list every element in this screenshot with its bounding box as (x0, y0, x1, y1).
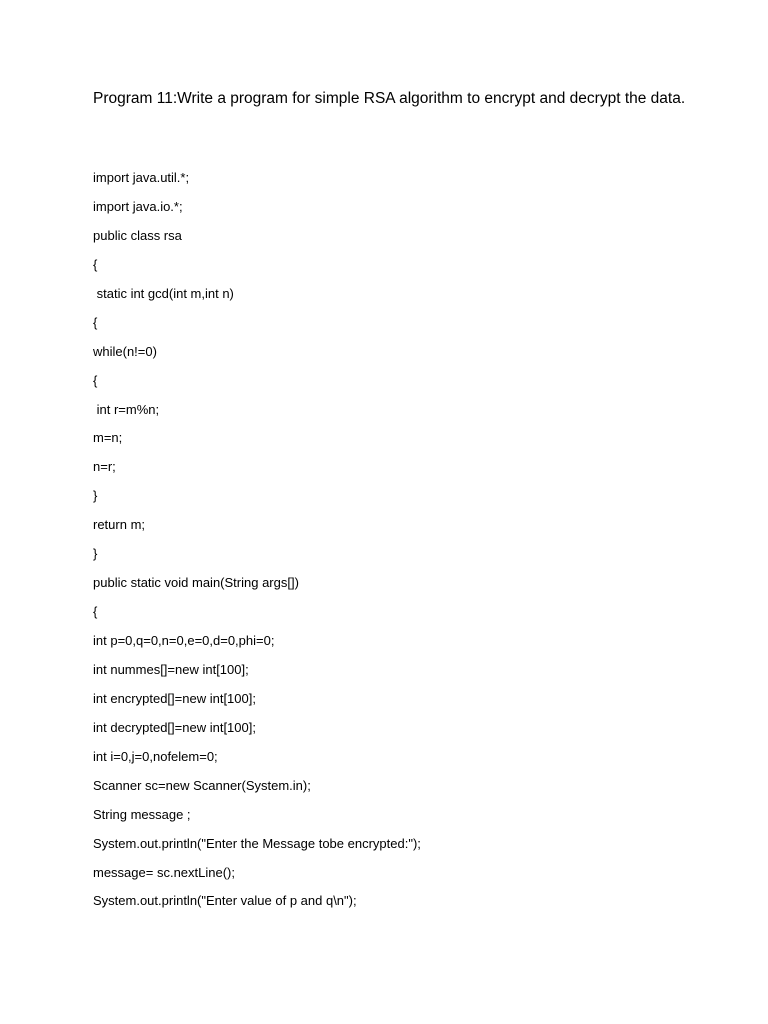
code-line: while(n!=0) (93, 343, 157, 359)
code-line: System.out.println("Enter value of p and q\n"); (93, 893, 357, 909)
code-line: int r=m%n; (93, 401, 160, 417)
code-line: public class rsa (93, 227, 182, 243)
code-line: { (93, 604, 98, 620)
code-line: { (93, 372, 98, 388)
code-line: import java.util.*; (93, 170, 190, 185)
code-line: int nummes[]=new int[100]; (93, 661, 249, 677)
code-line: String message ; (93, 806, 191, 822)
code-line: System.out.println("Enter the Message tobe encrypted:"); (93, 835, 421, 851)
code-line: } (93, 546, 98, 562)
code-line: int p=0,q=0,n=0,e=0,d=0,phi=0; (93, 633, 275, 648)
code-line: n=r; (93, 459, 116, 475)
code-line: { (93, 256, 98, 272)
code-line: } (93, 488, 98, 504)
code-line: m=n; (93, 430, 123, 446)
code-listing (93, 170, 693, 922)
code-line: int i=0,j=0,nofelem=0; (93, 748, 218, 764)
code-line: { (93, 314, 98, 330)
code-line: int decrypted[]=new int[100]; (93, 719, 256, 735)
code-line: return m; (93, 517, 146, 533)
page-title: Program 11:Write a program for simple RSA algorithm to encrypt and decrypt the data. (93, 90, 686, 107)
code-line: static int gcd(int m,int n) (93, 285, 234, 301)
code-line: import java.io.*; (93, 198, 183, 214)
code-line: Scanner sc=new Scanner(System.in); (93, 777, 311, 793)
code-line: public static void main(String args[]) (93, 575, 299, 591)
code-line: int encrypted[]=new int[100]; (93, 690, 256, 706)
code-line: message= sc.nextLine(); (93, 864, 235, 880)
